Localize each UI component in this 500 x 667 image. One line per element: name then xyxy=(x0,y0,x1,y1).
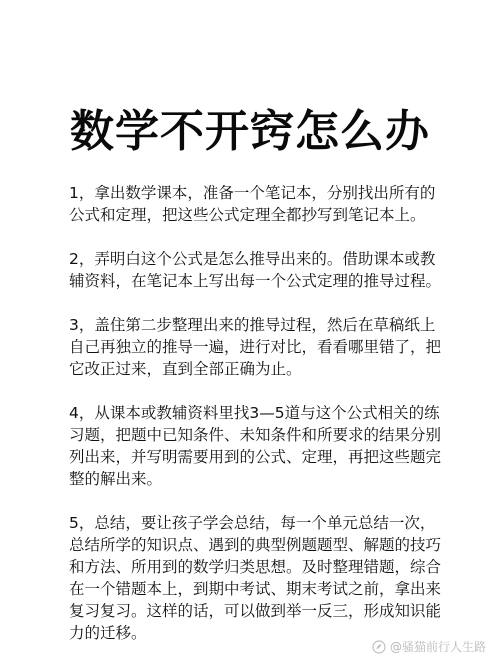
paragraph-2: 2，弄明白这个公式是怎么推导出来的。借助课本或教辅资料，在笔记本上写出每一个公式定理的推导过程。 xyxy=(69,250,442,290)
article-body xyxy=(69,182,443,666)
paragraph-3: 3，盖住第二步整理出来的推导过程，然后在草稿纸上自己再独立的推导一遍，进行对比，看看哪里错了，把它改正过来，直到全部正确为止。 xyxy=(69,316,442,378)
paragraph-1: 1，拿出数学课本，准备一个笔记本，分别找出所有的公式和定理，把这些公式定理全都抄写到笔记本上。 xyxy=(69,184,436,224)
paragraph-5: 5，总结，要让孩子学会总结，每一个单元总结一次，总结所学的知识点、遇到的典型例题题型、解题的技巧和方法、所用到的数学归类思想。及时整理错题，综合在一个错题本上，到期中考试、期末考试之前，拿出来复习复习。这样的话，可以做到举一反三，形成知识能力的迁移。 xyxy=(69,514,442,642)
watermark xyxy=(372,638,486,655)
watermark-text: @骚猫前行人生路 xyxy=(389,640,486,654)
xiaohongshu-logo-icon xyxy=(372,640,386,654)
paragraph-4: 4，从课本或教辅资料里找3—5道与这个公式相关的练习题，把题中已知条件、未知条件和所要求的结果分别列出来，并写明需要用到的公式、定理，再把这些题完整的解出来。 xyxy=(69,404,442,488)
page-title: 数学不开窍怎么办 xyxy=(70,106,430,157)
